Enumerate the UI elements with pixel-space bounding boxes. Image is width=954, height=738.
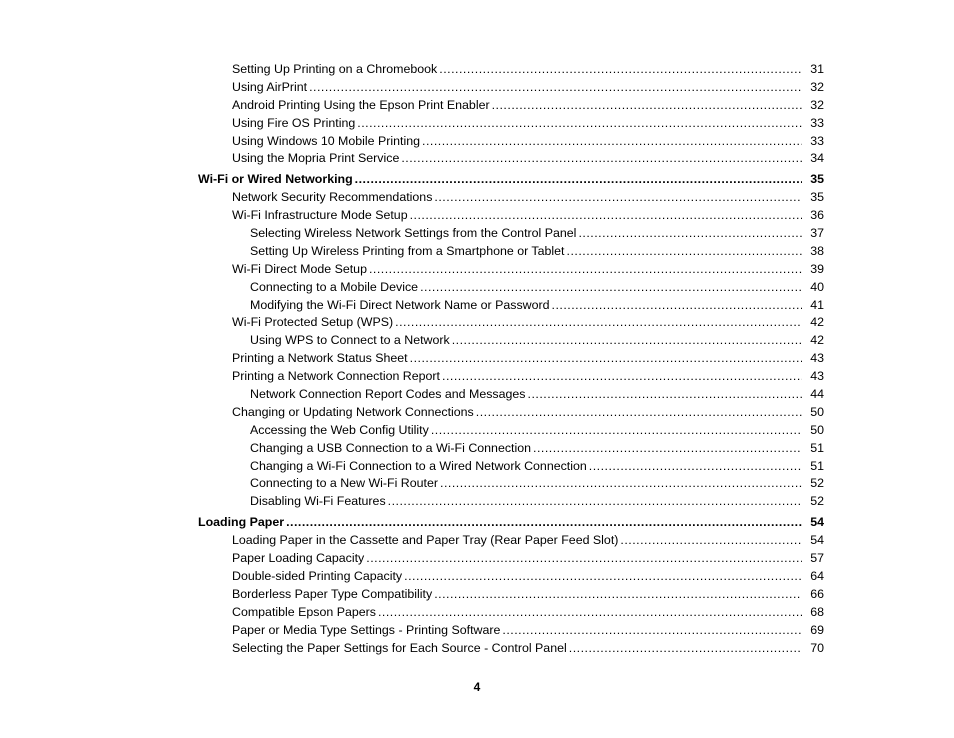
toc-entry[interactable] [198,458,824,476]
toc-entry-title: Disabling Wi-Fi Features [250,494,386,509]
toc-entry[interactable] [198,622,824,640]
toc-entry-page: 43 [810,351,824,366]
dot-leader [388,493,802,511]
dot-leader [366,550,802,568]
toc-entry-page: 39 [810,261,824,276]
toc-entry-page: 54 [810,515,824,530]
toc-entry[interactable] [198,115,824,133]
toc-entry[interactable] [198,550,824,568]
toc-entry[interactable] [198,568,824,586]
dot-leader [528,386,803,404]
toc-entry-title: Selecting Wireless Network Settings from the Control Panel [250,226,577,241]
toc-entry[interactable] [198,97,824,115]
toc-entry-title: Using WPS to Connect to a Network [250,333,450,348]
dot-leader [620,532,802,550]
toc-entry[interactable] [198,350,824,368]
toc-entry-title: Android Printing Using the Epson Print Enabler [232,97,490,112]
toc-entry-title: Double-sided Printing Capacity [232,568,403,583]
dot-leader [567,243,803,261]
table-of-contents [198,61,824,657]
toc-entry-title: Compatible Epson Papers [232,604,376,619]
toc-entry-page: 35 [810,190,824,205]
toc-entry[interactable] [198,640,824,658]
toc-entry-page: 37 [810,226,824,241]
dot-leader [569,640,802,658]
dot-leader [431,422,802,440]
dot-leader [401,150,802,168]
toc-entry[interactable] [198,207,824,225]
toc-entry-page: 33 [810,133,824,148]
dot-leader [552,297,802,315]
toc-entry[interactable] [198,297,824,315]
toc-entry-title: Changing a USB Connection to a Wi-Fi Connection [250,440,532,455]
dot-leader [589,458,802,476]
dot-leader [420,279,802,297]
toc-entry[interactable] [198,368,824,386]
toc-entry-page: 42 [810,333,824,348]
toc-entry-page: 44 [810,387,824,402]
toc-entry-title: Connecting to a New Wi-Fi Router [250,476,438,491]
toc-entry-title: Wi-Fi Protected Setup (WPS) [232,315,394,330]
toc-entry-page: 50 [810,404,824,419]
toc-entry-title: Using AirPrint [232,79,308,94]
dot-leader [309,79,802,97]
toc-entry[interactable] [198,422,824,440]
toc-entry[interactable] [198,404,824,422]
dot-leader [476,404,802,422]
toc-entry[interactable] [198,279,824,297]
toc-entry-title: Network Connection Report Codes and Messages [250,387,526,402]
toc-entry-page: 31 [810,62,824,76]
dot-leader [442,368,802,386]
toc-entry-title: Setting Up Printing on a Chromebook [232,62,438,76]
toc-entry[interactable] [198,79,824,97]
dot-leader [533,440,802,458]
dot-leader [357,115,802,133]
toc-entry[interactable] [198,133,824,151]
toc-entry-title: Modifying the Wi-Fi Direct Network Name or Password [250,297,550,312]
toc-entry-page: 33 [810,115,824,130]
toc-entry-title: Borderless Paper Type Compatibility [232,586,433,601]
toc-entry-title: Using the Mopria Print Service [232,151,400,166]
toc-entry[interactable] [198,314,824,332]
toc-entry-title: Paper Loading Capacity [232,551,365,566]
toc-entry-page: 69 [810,622,824,637]
toc-entry-title: Paper or Media Type Settings - Printing Software [232,622,501,637]
dot-leader [410,207,802,225]
toc-entry-page: 32 [810,79,824,94]
toc-entry-title: Changing a Wi-Fi Connection to a Wired Network Connection [250,458,587,473]
toc-entry-page: 64 [810,568,824,583]
dot-leader [440,475,802,493]
toc-entry-page: 34 [810,151,824,166]
dot-leader [434,189,802,207]
dot-leader [395,314,802,332]
toc-entry-page: 38 [810,243,824,258]
dot-leader [578,225,802,243]
dot-leader [502,622,802,640]
toc-entry-page: 52 [810,476,824,491]
toc-entry-page: 70 [810,640,824,655]
toc-section-heading[interactable] [198,514,824,532]
toc-entry[interactable] [198,493,824,511]
dot-leader [369,261,802,279]
toc-entry-title: Wi-Fi Infrastructure Mode Setup [232,208,408,223]
dot-leader [452,332,802,350]
toc-entry[interactable] [198,150,824,168]
toc-entry-page: 42 [810,315,824,330]
dot-leader [355,171,802,189]
toc-entry-page: 51 [810,458,824,473]
toc-entry-page: 52 [810,494,824,509]
toc-entry[interactable] [198,332,824,350]
dot-leader [422,133,802,151]
dot-leader [434,586,802,604]
toc-entry-page: 68 [810,604,824,619]
toc-entry-page: 35 [810,172,824,187]
toc-entry-title: Changing or Updating Network Connections [232,404,474,419]
toc-entry-page: 36 [810,208,824,223]
toc-entry-page: 43 [810,369,824,384]
toc-entry-title: Printing a Network Status Sheet [232,351,408,366]
dot-leader [492,97,802,115]
toc-entry-title: Selecting the Paper Settings for Each Source - Control Panel [232,640,567,655]
toc-entry-page: 32 [810,97,824,112]
toc-entry[interactable] [198,189,824,207]
toc-entry-title: Connecting to a Mobile Device [250,279,419,294]
toc-entry-page: 51 [810,440,824,455]
toc-entry[interactable] [198,386,824,404]
dot-leader [286,514,802,532]
toc-entry-page: 50 [810,422,824,437]
dot-leader [410,350,802,368]
toc-entry[interactable] [198,61,824,79]
toc-entry-title: Wi-Fi Direct Mode Setup [232,261,367,276]
toc-entry[interactable] [198,604,824,622]
toc-entry-title: Loading Paper in the Cassette and Paper Tray (Rear Paper Feed Slot) [232,533,619,548]
toc-entry[interactable] [198,586,824,604]
toc-entry-title: Printing a Network Connection Report [232,369,440,384]
dot-leader [378,604,802,622]
toc-entry[interactable] [198,532,824,550]
dot-leader [404,568,802,586]
toc-section-heading[interactable] [198,171,824,189]
toc-entry-title: Using Fire OS Printing [232,115,356,130]
toc-entry-title: Using Windows 10 Mobile Printing [232,133,421,148]
toc-entry-title: Accessing the Web Config Utility [250,422,429,437]
toc-entry-page: 41 [810,297,824,312]
toc-entry[interactable] [198,243,824,261]
toc-entry[interactable] [198,225,824,243]
toc-entry-page: 57 [810,551,824,566]
toc-entry[interactable] [198,261,824,279]
toc-entry[interactable] [198,440,824,458]
toc-entry-title: Setting Up Wireless Printing from a Smartphone or Tablet [250,243,565,258]
toc-entry-title: Loading Paper [198,515,285,530]
toc-entry-title: Network Security Recommendations [232,190,433,205]
toc-entry-page: 54 [810,533,824,548]
dot-leader [439,61,802,79]
toc-entry-page: 40 [810,279,824,294]
toc-entry[interactable] [198,475,824,493]
page-number: 4 [473,680,481,694]
toc-entry-title: Wi-Fi or Wired Networking [198,172,353,187]
toc-entry-page: 66 [810,586,824,601]
